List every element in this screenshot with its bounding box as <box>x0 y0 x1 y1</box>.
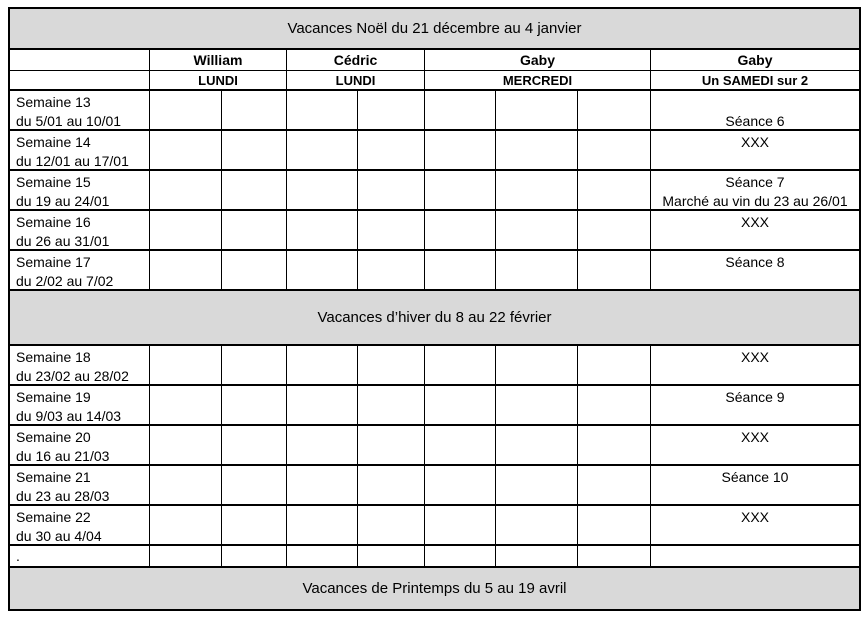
week-title: Semaine 15 <box>16 174 91 190</box>
note-line: Séance 7 <box>725 174 785 190</box>
note-line <box>651 527 859 544</box>
empty-cell <box>578 251 651 289</box>
empty-cell <box>287 466 358 504</box>
note-line: XXX <box>740 214 769 230</box>
empty-cell <box>496 346 578 384</box>
note-cell <box>651 466 859 504</box>
week-title: Semaine 13 <box>16 94 91 110</box>
empty-cell <box>578 546 651 566</box>
empty-cell <box>358 506 425 544</box>
week-dates: du 19 au 24/01 <box>16 193 110 209</box>
empty-cell <box>150 91 222 129</box>
header-day-gaby2: Un SAMEDI sur 2 <box>701 72 809 88</box>
note-cell <box>651 131 859 169</box>
empty-cell <box>287 426 358 464</box>
week-label-cell <box>10 171 150 209</box>
empty-cell <box>425 386 496 424</box>
note-line: Marché au vin du 23 au 26/01 <box>662 193 848 209</box>
empty-cell <box>150 466 222 504</box>
week-row-13 <box>10 91 859 131</box>
empty-cell <box>287 251 358 289</box>
empty-cell <box>222 466 287 504</box>
week-label-cell <box>10 426 150 464</box>
empty-cell <box>425 426 496 464</box>
empty-cell <box>287 506 358 544</box>
empty-cell <box>358 91 425 129</box>
empty-cell <box>222 426 287 464</box>
empty-cell <box>150 546 222 566</box>
week-dates: du 12/01 au 17/01 <box>16 153 129 169</box>
empty-cell <box>287 131 358 169</box>
week-title: Semaine 16 <box>16 214 91 230</box>
empty-cell <box>150 346 222 384</box>
note-cell <box>651 251 859 289</box>
week-row-17 <box>10 251 859 291</box>
header-day-gaby: MERCREDI <box>425 71 651 89</box>
empty-cell <box>222 546 287 566</box>
empty-cell <box>496 546 578 566</box>
week-dates: du 16 au 21/03 <box>16 448 110 464</box>
dot-row <box>10 546 859 568</box>
empty-cell <box>425 251 496 289</box>
empty-cell <box>287 91 358 129</box>
note-cell <box>651 386 859 424</box>
note-line <box>651 232 859 249</box>
empty-cell <box>222 346 287 384</box>
empty-cell <box>287 346 358 384</box>
empty-cell <box>496 171 578 209</box>
dot-cell: . <box>10 546 150 566</box>
header-name-cedric: Cédric <box>287 50 425 70</box>
header-corner-cell <box>10 50 150 70</box>
week-dates: du 9/03 au 14/03 <box>16 408 122 424</box>
empty-cell <box>222 506 287 544</box>
week-dates: du 23/02 au 28/02 <box>16 368 129 384</box>
week-row-20 <box>10 426 859 466</box>
header-name-william: William <box>150 50 287 70</box>
week-title: Semaine 21 <box>16 469 91 485</box>
empty-cell <box>150 131 222 169</box>
week-label-cell <box>10 386 150 424</box>
vacation-banner-noel <box>10 9 859 50</box>
note-cell <box>651 346 859 384</box>
header-name-gaby: Gaby <box>425 50 651 70</box>
empty-cell <box>222 386 287 424</box>
empty-cell <box>358 131 425 169</box>
empty-cell <box>578 211 651 249</box>
empty-cell <box>425 346 496 384</box>
empty-cell <box>578 386 651 424</box>
empty-cell <box>222 251 287 289</box>
empty-cell <box>150 251 222 289</box>
week-row-16 <box>10 211 859 251</box>
note-line <box>651 93 859 112</box>
header-corner-cell-2 <box>10 71 150 89</box>
empty-cell <box>358 346 425 384</box>
empty-cell <box>358 546 425 566</box>
empty-cell <box>287 211 358 249</box>
note-line: Séance 10 <box>721 469 789 485</box>
empty-cell <box>222 91 287 129</box>
header-day-cedric: LUNDI <box>287 71 425 89</box>
note-line: XXX <box>740 509 769 525</box>
empty-cell <box>222 131 287 169</box>
empty-cell <box>287 171 358 209</box>
header-name-gaby2: Gaby <box>737 52 773 68</box>
empty-cell <box>496 506 578 544</box>
header-day-william: LUNDI <box>150 71 287 89</box>
vacation-banner-hiver-label: Vacances d’hiver du 8 au 22 février <box>317 308 552 326</box>
note-line <box>651 272 859 289</box>
week-row-21 <box>10 466 859 506</box>
note-cell <box>651 91 859 129</box>
empty-cell <box>651 546 859 566</box>
empty-cell <box>578 506 651 544</box>
empty-cell <box>496 426 578 464</box>
week-label-cell <box>10 251 150 289</box>
vacation-banner-hiver <box>10 291 859 346</box>
empty-cell <box>425 506 496 544</box>
empty-cell <box>496 251 578 289</box>
week-title: Semaine 17 <box>16 254 91 270</box>
empty-cell <box>496 211 578 249</box>
week-dates: du 2/02 au 7/02 <box>16 273 114 289</box>
note-line <box>651 447 859 464</box>
week-label-cell <box>10 506 150 544</box>
empty-cell <box>358 171 425 209</box>
empty-cell <box>578 346 651 384</box>
week-label-cell <box>10 211 150 249</box>
empty-cell <box>578 91 651 129</box>
note-cell <box>651 211 859 249</box>
note-line: Séance 9 <box>725 389 785 405</box>
week-dates: du 23 au 28/03 <box>16 488 110 504</box>
empty-cell <box>425 546 496 566</box>
empty-cell <box>222 171 287 209</box>
note-line <box>651 367 859 384</box>
week-label-cell <box>10 91 150 129</box>
empty-cell <box>222 211 287 249</box>
header-names-row <box>10 50 859 71</box>
empty-cell <box>425 131 496 169</box>
vacation-banner-printemps-label: Vacances de Printemps du 5 au 19 avril <box>302 579 567 597</box>
week-row-19 <box>10 386 859 426</box>
empty-cell <box>150 386 222 424</box>
empty-cell <box>150 426 222 464</box>
week-row-22 <box>10 506 859 546</box>
note-cell <box>651 171 859 209</box>
empty-cell <box>496 131 578 169</box>
week-row-14 <box>10 131 859 171</box>
header-days-row <box>10 71 859 91</box>
empty-cell <box>425 466 496 504</box>
empty-cell <box>578 131 651 169</box>
empty-cell <box>496 91 578 129</box>
week-title: Semaine 20 <box>16 429 91 445</box>
empty-cell <box>425 91 496 129</box>
empty-cell <box>150 506 222 544</box>
note-line: Séance 8 <box>725 254 785 270</box>
empty-cell <box>358 466 425 504</box>
empty-cell <box>578 466 651 504</box>
note-cell <box>651 426 859 464</box>
vacation-banner-printemps <box>10 568 859 609</box>
empty-cell <box>425 171 496 209</box>
week-label-cell <box>10 131 150 169</box>
note-cell <box>651 506 859 544</box>
schedule-table <box>8 7 861 611</box>
empty-cell <box>358 251 425 289</box>
empty-cell <box>496 386 578 424</box>
week-title: Semaine 14 <box>16 134 91 150</box>
empty-cell <box>496 466 578 504</box>
week-dates: du 30 au 4/04 <box>16 528 102 544</box>
week-dates: du 5/01 au 10/01 <box>16 113 122 129</box>
week-title: Semaine 22 <box>16 509 91 525</box>
empty-cell <box>358 386 425 424</box>
week-title: Semaine 18 <box>16 349 91 365</box>
empty-cell <box>150 211 222 249</box>
empty-cell <box>578 426 651 464</box>
empty-cell <box>425 211 496 249</box>
note-line <box>651 152 859 169</box>
week-dates: du 26 au 31/01 <box>16 233 110 249</box>
vacation-banner-noel-label: Vacances Noël du 21 décembre au 4 janvier <box>287 19 582 37</box>
empty-cell <box>150 171 222 209</box>
empty-cell <box>287 386 358 424</box>
note-line <box>651 407 859 424</box>
week-row-18 <box>10 346 859 386</box>
empty-cell <box>358 211 425 249</box>
note-line: XXX <box>740 134 769 150</box>
empty-cell <box>287 546 358 566</box>
note-line: XXX <box>740 429 769 445</box>
empty-cell <box>358 426 425 464</box>
note-line: XXX <box>740 349 769 365</box>
week-title: Semaine 19 <box>16 389 91 405</box>
note-line: Séance 6 <box>725 113 785 129</box>
week-label-cell <box>10 346 150 384</box>
empty-cell <box>578 171 651 209</box>
week-label-cell <box>10 466 150 504</box>
week-row-15 <box>10 171 859 211</box>
note-line <box>651 487 859 504</box>
